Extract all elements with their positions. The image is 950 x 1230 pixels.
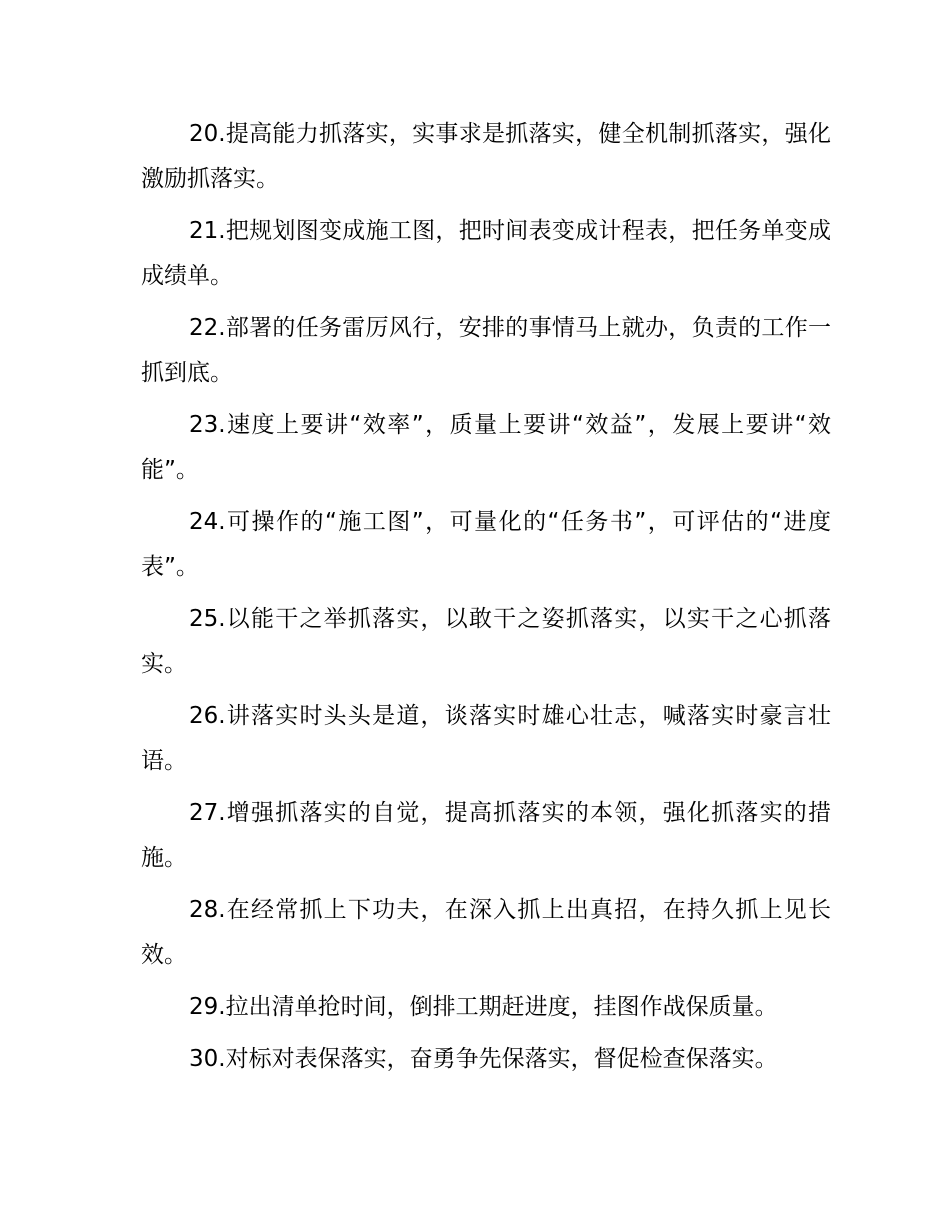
paragraph-23: 23.速度上要讲“效率”，质量上要讲“效益”，发展上要讲“效能”。 xyxy=(141,412,831,483)
paragraph-21: 21.把规划图变成施工图，把时间表变成计程表，把任务单变成成绩单。 xyxy=(141,218,831,289)
document-body xyxy=(141,112,831,1089)
paragraph-24: 24.可操作的“施工图”，可量化的“任务书”，可评估的“进度表”。 xyxy=(141,509,831,580)
paragraph-26: 26.讲落实时头头是道，谈落实时雄心壮志，喊落实时豪言壮语。 xyxy=(141,703,831,774)
paragraph-25: 25.以能干之举抓落实，以敢干之姿抓落实，以实干之心抓落实。 xyxy=(141,606,831,677)
paragraph-30: 30.对标对表保落实，奋勇争先保落实，督促检查保落实。 xyxy=(189,1046,778,1072)
paragraph-29: 29.拉出清单抢时间，倒排工期赶进度，挂图作战保质量。 xyxy=(189,994,778,1020)
paragraph-20: 20.提高能力抓落实，实事求是抓落实，健全机制抓落实，强化激励抓落实。 xyxy=(141,121,831,192)
paragraph-28: 28.在经常抓上下功夫，在深入抓上出真招，在持久抓上见长效。 xyxy=(141,897,831,968)
paragraph-22: 22.部署的任务雷厉风行，安排的事情马上就办，负责的工作一抓到底。 xyxy=(141,315,831,386)
paragraph-27: 27.增强抓落实的自觉，提高抓落实的本领，强化抓落实的措施。 xyxy=(141,800,831,871)
